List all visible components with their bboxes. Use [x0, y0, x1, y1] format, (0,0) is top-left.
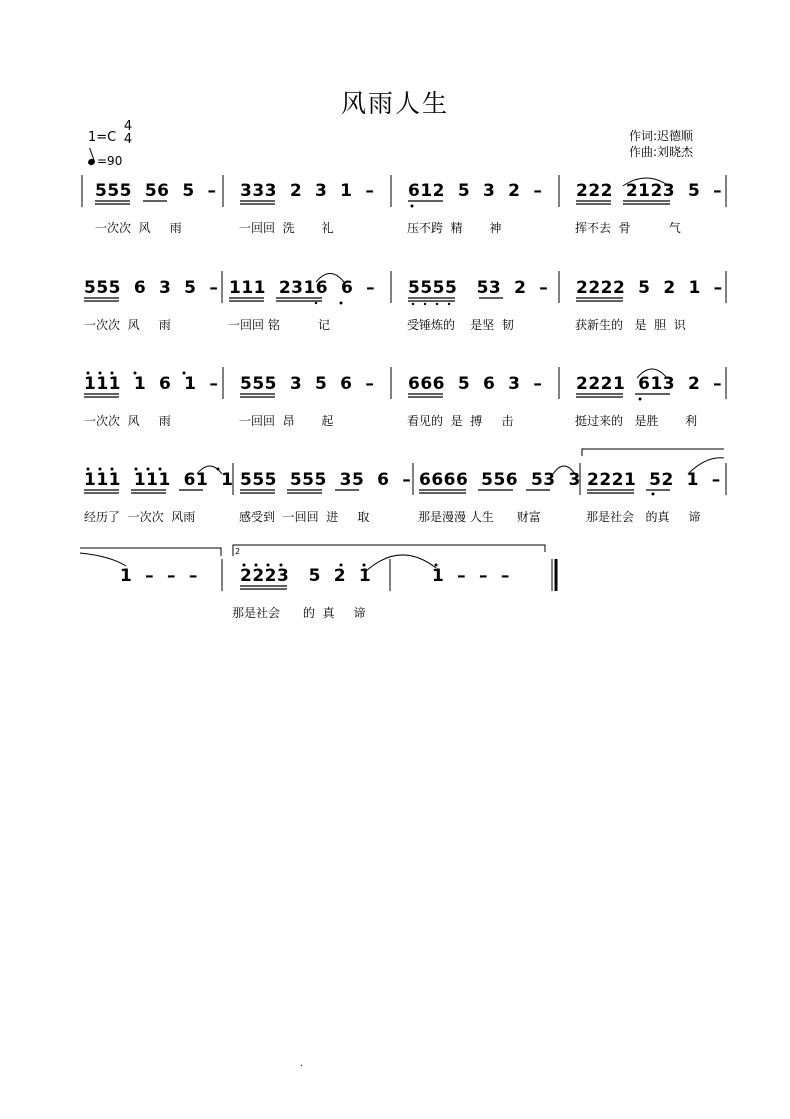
- octave-dot: [159, 468, 162, 471]
- key-signature: 1=C: [88, 130, 117, 145]
- measure-notes: 333 2 3 1 –: [240, 181, 375, 201]
- octave-dot: [315, 302, 317, 304]
- lyrics: 挺过来的 是胜 利: [575, 414, 698, 428]
- tempo-value: =90: [97, 154, 123, 168]
- octave-dot: [255, 564, 258, 567]
- lyrics: 那是社会 的 真 谛: [232, 606, 366, 620]
- octave-dot: [412, 303, 414, 305]
- octave-dot: [147, 468, 150, 471]
- volta-1-bracket-cont: [80, 548, 221, 556]
- volta-2-bracket: [233, 545, 545, 556]
- volta-2-label: 2: [235, 547, 241, 556]
- octave-dot: [99, 372, 102, 375]
- octave-dot: [652, 493, 655, 496]
- lyrics: 获新生的 是 胆 识: [575, 318, 686, 332]
- time-signature-bottom: 4: [123, 132, 133, 147]
- lyrics: 压不跨 精 神: [407, 221, 502, 235]
- measure-notes: 555 555 35 6 –: [240, 470, 412, 490]
- octave-dot: [435, 564, 438, 567]
- volta-1-bracket: [582, 449, 724, 456]
- measure-notes: 1 – – –: [432, 566, 510, 586]
- lyrics: 看见的 是 搏 击: [407, 414, 514, 428]
- octave-dot: [87, 468, 90, 471]
- slur: [688, 458, 724, 474]
- measure-notes: 2221 613 2 –: [576, 374, 723, 394]
- measure-notes: 5555 53 2 –: [408, 278, 549, 298]
- lyrics: 感受到 一回回 进 取: [239, 510, 370, 524]
- measure-notes: 111 2316 6 –: [229, 278, 376, 298]
- octave-dot: [217, 468, 220, 471]
- lyrics: 一回回 铭 记: [228, 318, 330, 332]
- measure-notes: 2222 5 2 1 –: [576, 278, 723, 298]
- slur: [623, 178, 669, 186]
- composer: 作曲:刘晓杰: [629, 145, 694, 159]
- measure-notes: 555 3 5 6 –: [240, 374, 375, 394]
- octave-dot: [134, 372, 137, 375]
- slur: [80, 553, 126, 566]
- lyricist: 作词:迟德顺: [629, 129, 694, 143]
- octave-dot: [267, 564, 270, 567]
- octave-dot: [448, 303, 450, 305]
- measure-notes: 612 5 3 2 –: [408, 181, 543, 201]
- octave-dot: [183, 372, 186, 375]
- octave-dot: [424, 303, 426, 305]
- measure-notes: 111 111 61 1: [84, 470, 234, 490]
- slur: [637, 369, 667, 378]
- score-title: 风雨人生: [340, 89, 449, 118]
- measure-notes: 555 56 5 –: [95, 181, 217, 201]
- measure-notes: 111 1 6 1 –: [84, 374, 219, 394]
- measure-notes: 1 – – –: [120, 566, 198, 586]
- octave-dot: [340, 302, 343, 305]
- measure-notes: 666 5 6 3 –: [408, 374, 543, 394]
- lyrics: 挥不去 骨 气: [575, 221, 681, 235]
- octave-dot: [340, 564, 343, 567]
- octave-dot: [411, 205, 414, 208]
- octave-dot: [111, 468, 114, 471]
- footer-mark: .: [300, 1058, 304, 1069]
- lyrics: 那是社会 的真 谛: [586, 510, 701, 524]
- time-signature-top: 4: [123, 119, 133, 134]
- octave-dot: [243, 564, 246, 567]
- lyrics: 一次次 风 雨: [95, 221, 182, 235]
- measure-notes: 222 2123 5 –: [576, 181, 723, 201]
- measure-notes: 6666 556 53 3: [419, 470, 581, 490]
- octave-dot: [87, 372, 90, 375]
- lyrics: 一次次 风 雨: [84, 318, 171, 332]
- lyrics: 一次次 风 雨: [84, 414, 171, 428]
- lyrics: 一回回 昂 起: [239, 414, 334, 428]
- measure-notes: 555 6 3 5 –: [84, 278, 219, 298]
- slur: [553, 466, 575, 474]
- octave-dot: [111, 372, 114, 375]
- octave-dot: [363, 564, 366, 567]
- octave-dot: [135, 468, 138, 471]
- octave-dot: [639, 398, 642, 401]
- measure-notes: 2223 5 2 1: [240, 566, 372, 586]
- lyrics: 受锤炼的 是坚 韧: [407, 318, 514, 332]
- lyrics: 一回回 洗 礼: [239, 221, 334, 235]
- octave-dot: [99, 468, 102, 471]
- measure-notes: 2221 52 1 –: [587, 470, 721, 490]
- slur: [365, 555, 436, 572]
- slur: [316, 274, 344, 283]
- lyrics: 那是漫漫 人生 财富: [418, 510, 541, 524]
- octave-dot: [280, 564, 283, 567]
- lyrics: 经历了 一次次 风雨: [84, 510, 196, 524]
- octave-dot: [436, 303, 438, 305]
